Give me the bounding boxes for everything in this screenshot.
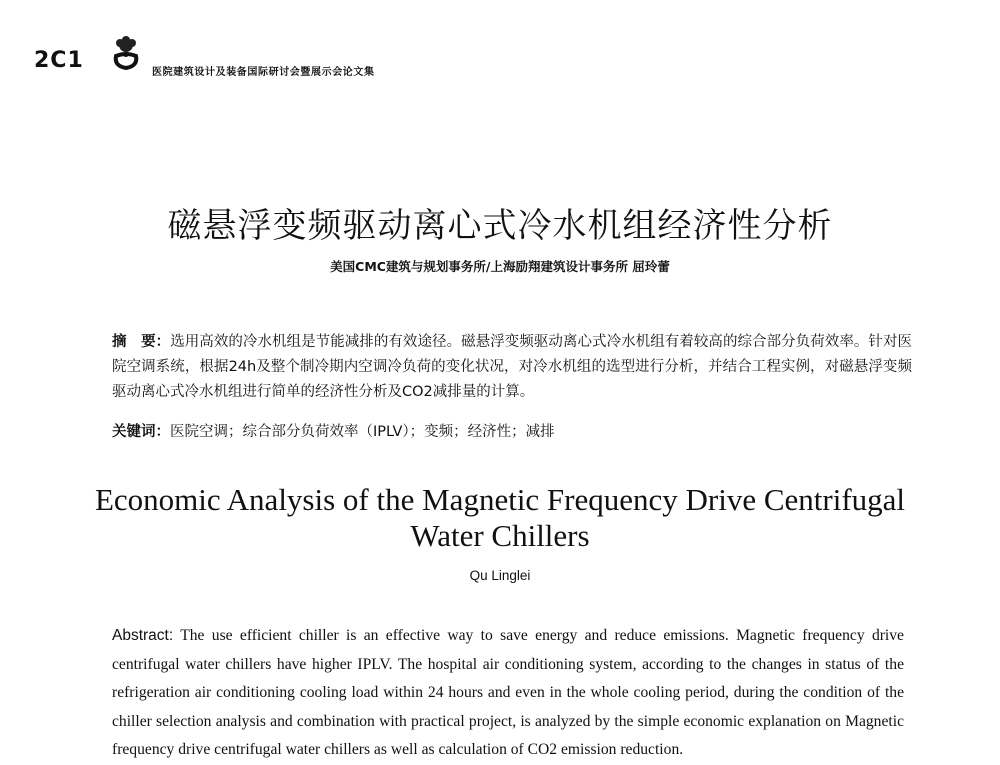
paper-title-english-line2: Water Chillers [410, 518, 590, 553]
author-english: Qu Linglei [469, 568, 531, 583]
author-affiliation-chinese: 美国CMC建筑与规划事务所/上海励翔建筑设计事务所 屈玲蕾 [330, 259, 670, 274]
abstract-chinese-label: 摘 要： [112, 334, 171, 350]
page-header [34, 36, 934, 76]
keywords-chinese-label: 关键词： [112, 424, 170, 440]
tree-icon [110, 36, 142, 70]
paper-title-chinese: 磁悬浮变频驱动离心式冷水机组经济性分析 [167, 206, 833, 246]
conference-logo [34, 36, 146, 76]
logo-year-text: 2C1 [34, 48, 84, 73]
abstract-english-text: The use efficient chiller is an effective way to save energy and reduce emissions. Magnetic frequency drive centrifugal water chillers have higher IPLV. The hospital air conditioning system, according to the changes in status of the refrigeration air conditioning cooling load within 24 hours and even in the whole cooling period, during the condition of the chiller selection analysis and combination with practical project, is analyzed by the simple economic explanation on Magnetic frequency drive centrifugal water chillers as well as calculation of CO2 emission reduction. [112, 627, 904, 758]
abstract-chinese [112, 330, 912, 405]
abstract-chinese-text: 选用高效的冷水机组是节能减排的有效途径。磁悬浮变频驱动离心式冷水机组有着较高的综合部分负荷效率。针对医院空调系统，根据24h及整个制冷期内空调冷负荷的变化状况，对冷水机组的选型进行分析，并结合工程实例，对磁悬浮变频驱动离心式冷水机组进行简单的经济性分析及CO2减排量的计算。 [112, 334, 912, 400]
proceedings-title: 医院建筑设计及装备国际研讨会暨展示会论文集 [152, 67, 375, 78]
keywords-chinese [112, 420, 912, 444]
abstract-english-label: Abstract: [112, 627, 174, 644]
abstract-english [112, 622, 904, 765]
paper-title-english [0, 482, 1000, 554]
keywords-chinese-text: 医院空调；综合部分负荷效率（IPLV）；变频；经济性；减排 [170, 424, 555, 440]
paper-title-english-line1: Economic Analysis of the Magnetic Frequency Drive Centrifugal [94, 482, 906, 517]
